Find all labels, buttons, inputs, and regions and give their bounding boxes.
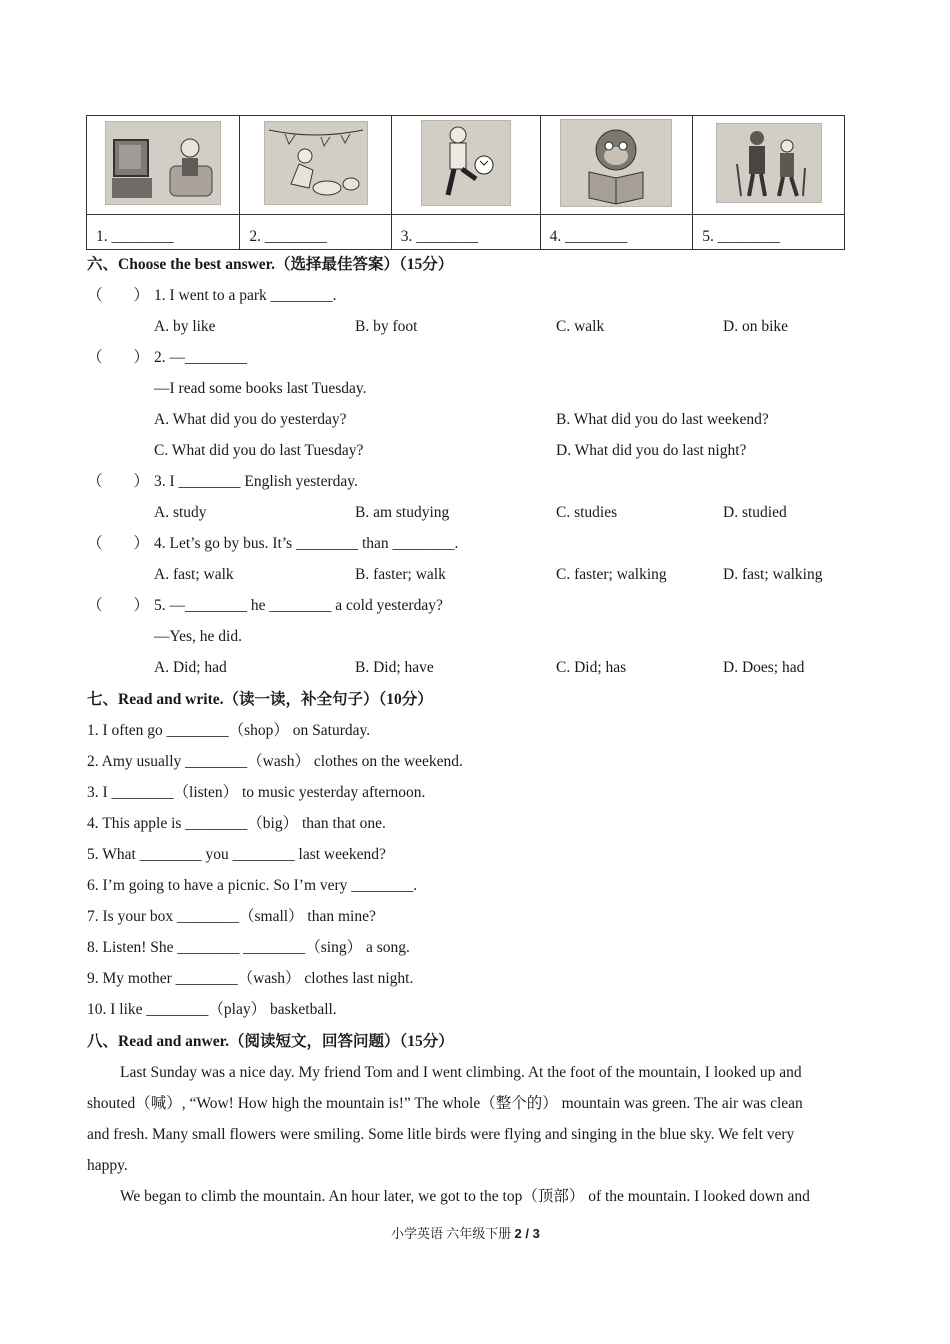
q3-option-b[interactable]: B. am studying [355,504,450,521]
fill-sentence-5[interactable]: 5. What ________ you ________ last weekend? [87,846,386,863]
fill-sentence-1[interactable]: 1. I often go ________（shop） on Saturday. [87,722,371,739]
passage-line-4: happy. [87,1157,128,1174]
q4-stem: 4. Let’s go by bus. It’s ________ than ________. [154,535,459,552]
q3-stem: 3. I ________ English yesterday. [154,473,358,490]
picture-answer-1[interactable]: 1. ________ [87,215,240,250]
q2-option-c[interactable]: C. What did you do last Tuesday? [154,442,364,459]
q2-option-d[interactable]: D. What did you do last night? [556,442,747,459]
q2-response: —I read some books last Tuesday. [154,380,367,397]
q3-answer-bracket[interactable]: （ ） [87,473,150,490]
two-men-hiking-icon [716,123,822,203]
fill-sentence-4[interactable]: 4. This apple is ________（big） than that one. [87,815,386,832]
passage-line-2: shouted（喊）, “Wow! How high the mountain is!” The whole（整个的） mountain was green. The air was clean [87,1095,803,1112]
q5-option-a[interactable]: A. Did; had [154,659,227,676]
boy-watching-tv-icon [105,121,221,205]
fill-sentence-9[interactable]: 9. My mother ________（wash） clothes last night. [87,970,414,987]
section6-title: 六、Choose the best answer.（选择最佳答案）（15分） [87,256,454,273]
q3-option-c[interactable]: C. studies [556,504,618,521]
q5-response: —Yes, he did. [154,628,242,645]
q4-option-d[interactable]: D. fast; walking [723,566,823,583]
footer-text: 小学英语 六年级下册 [391,1226,515,1241]
fill-sentence-10[interactable]: 10. I like ________（play） basketball. [87,1001,337,1018]
q3-option-a[interactable]: A. study [154,504,207,521]
picture-answer-2[interactable]: 2. ________ [240,215,391,250]
fill-sentence-3[interactable]: 3. I ________（listen） to music yesterday afternoon. [87,784,426,801]
fill-sentence-8[interactable]: 8. Listen! She ________ ________（sing） a song. [87,939,410,956]
q5-option-b[interactable]: B. Did; have [355,659,434,676]
picture-answer-5[interactable]: 5. ________ [693,215,845,250]
section8-title: 八、Read and anwer.（阅读短文，回答问题）（15分） [87,1033,454,1050]
man-washing-clothes-icon [264,121,368,205]
q4-option-c[interactable]: C. faster; walking [556,566,667,583]
fill-sentence-2[interactable]: 2. Amy usually ________（wash） clothes on the weekend. [87,753,463,770]
picture-cell-5 [693,116,845,215]
picture-answer-3[interactable]: 3. ________ [391,215,540,250]
passage-line-1: Last Sunday was a nice day. My friend Tom and I went climbing. At the foot of the mountain, I looked up and [120,1064,802,1081]
q1-answer-bracket[interactable]: （ ） [87,287,150,304]
fill-sentence-6[interactable]: 6. I’m going to have a picnic. So I’m very ________. [87,877,418,894]
q2-stem: 2. —________ [154,349,247,366]
q5-stem: 5. —________ he ________ a cold yesterday? [154,597,443,614]
q5-option-d[interactable]: D. Does; had [723,659,805,676]
page-footer [391,1224,540,1244]
monkey-reading-book-icon [560,119,672,207]
picture-cell-2 [240,116,391,215]
passage-line-5: We began to climb the mountain. An hour later, we got to the top（顶部） of the mountain. I looked down and [120,1188,810,1205]
q1-option-d[interactable]: D. on bike [723,318,789,335]
q5-option-c[interactable]: C. Did; has [556,659,627,676]
q4-option-b[interactable]: B. faster; walk [355,566,446,583]
section7-title: 七、Read and write.（读一读，补全句子）（10分） [87,691,433,708]
passage-line-3: and fresh. Many small flowers were smiling. Some litle birds were flying and singing in the blue sky. We felt very [87,1126,795,1143]
q2-option-a[interactable]: A. What did you do yesterday? [154,411,347,428]
boy-playing-football-icon [421,120,511,206]
q2-answer-bracket[interactable]: （ ） [87,349,150,366]
page-number: 2 / 3 [514,1226,540,1241]
picture-cell-4 [540,116,693,215]
q5-answer-bracket[interactable]: （ ） [87,597,150,614]
picture-cell-1 [87,116,240,215]
q4-option-a[interactable]: A. fast; walk [154,566,234,583]
q2-option-b[interactable]: B. What did you do last weekend? [556,411,769,428]
q1-option-c[interactable]: C. walk [556,318,605,335]
picture-answer-4[interactable]: 4. ________ [540,215,693,250]
picture-table [86,115,845,250]
q3-option-d[interactable]: D. studied [723,504,787,521]
q4-answer-bracket[interactable]: （ ） [87,535,150,552]
picture-cell-3 [391,116,540,215]
q1-option-b[interactable]: B. by foot [355,318,418,335]
q1-stem: 1. I went to a park ________. [154,287,337,304]
fill-sentence-7[interactable]: 7. Is your box ________（small） than mine? [87,908,376,925]
q1-option-a[interactable]: A. by like [154,318,216,335]
